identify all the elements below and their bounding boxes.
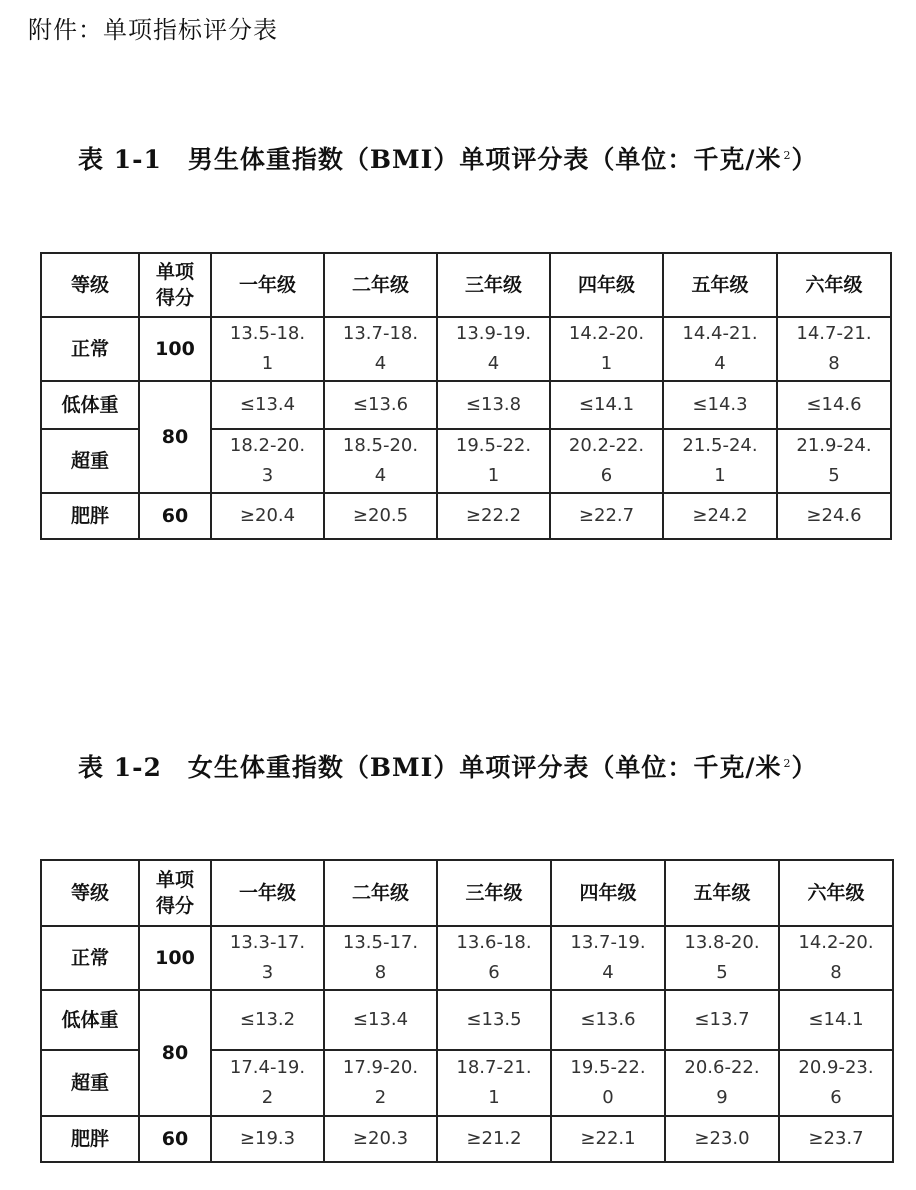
cell-overweight-grade-3 xyxy=(437,1050,551,1116)
cell-normal-grade-6 xyxy=(779,926,893,990)
cell-overweight-grade-3 xyxy=(437,429,550,493)
level-obese: 肥胖 xyxy=(41,493,139,539)
table-row-underweight xyxy=(41,990,893,1050)
cell-text-line1: 13.6-18. xyxy=(456,932,532,953)
table-row-normal xyxy=(41,317,891,381)
table1-caption-text: 表 1-1 男生体重指数（BMI）单项评分表（单位：千克/米 xyxy=(78,145,782,174)
attachment-title: 附件：单项指标评分表 xyxy=(28,16,278,44)
cell-obese-grade-2: ≥20.5 xyxy=(324,493,437,539)
header-grade-5: 五年级 xyxy=(663,253,777,317)
cell-normal-grade-2 xyxy=(324,926,437,990)
cell-overweight-grade-5 xyxy=(663,429,777,493)
cell-obese-grade-4: ≥22.1 xyxy=(551,1116,665,1162)
header-grade-4: 四年级 xyxy=(550,253,663,317)
cell-text-line2: 8 xyxy=(828,353,840,374)
cell-text-line2: 4 xyxy=(374,465,387,486)
cell-overweight-grade-2 xyxy=(324,1050,437,1116)
cell-text-line2: 1 xyxy=(600,353,613,374)
table2-caption-close: ） xyxy=(791,753,818,782)
header-level: 等级 xyxy=(41,253,139,317)
cell-overweight-grade-6 xyxy=(777,429,891,493)
cell-normal-grade-2 xyxy=(324,317,437,381)
level-overweight: 超重 xyxy=(41,429,139,493)
cell-obese-grade-5: ≥24.2 xyxy=(663,493,777,539)
cell-text-line1: 14.2-20. xyxy=(568,323,645,344)
cell-normal-grade-1 xyxy=(211,926,324,990)
cell-underweight-grade-1: ≤13.4 xyxy=(211,381,324,429)
cell-normal-grade-5 xyxy=(665,926,779,990)
cell-overweight-grade-4 xyxy=(551,1050,665,1116)
cell-overweight-grade-5 xyxy=(665,1050,779,1116)
cell-text-line1: 13.9-19. xyxy=(455,323,532,344)
cell-underweight-grade-5: ≤14.3 xyxy=(663,381,777,429)
header-grade-4: 四年级 xyxy=(551,860,665,926)
cell-overweight-grade-6 xyxy=(779,1050,893,1116)
cell-text-line2: 4 xyxy=(714,353,726,374)
cell-text-line1: 13.5-18. xyxy=(229,323,306,344)
cell-text-line1: 13.7-18. xyxy=(342,323,419,344)
cell-text-line2: 4 xyxy=(487,353,500,374)
cell-text-line1: 18.7-21. xyxy=(456,1057,532,1078)
cell-underweight-grade-2: ≤13.4 xyxy=(324,990,437,1050)
table1-male-bmi xyxy=(40,252,892,540)
table1-caption-superscript: 2 xyxy=(783,148,792,162)
cell-underweight-grade-2: ≤13.6 xyxy=(324,381,437,429)
cell-underweight-grade-4: ≤13.6 xyxy=(551,990,665,1050)
header-grade-2: 二年级 xyxy=(324,860,437,926)
header-grade-1: 一年级 xyxy=(211,860,324,926)
cell-overweight-grade-1 xyxy=(211,429,324,493)
table-row-underweight xyxy=(41,381,891,429)
table-header-row xyxy=(41,253,891,317)
cell-text-line1: 13.8-20. xyxy=(684,932,760,953)
cell-normal-grade-3 xyxy=(437,317,550,381)
score-60: 60 xyxy=(139,1116,211,1162)
cell-text-line1: 20.2-22. xyxy=(568,435,645,456)
score-80: 80 xyxy=(139,990,211,1116)
header-score-line2: 得分 xyxy=(155,287,194,309)
cell-text-line2: 1 xyxy=(488,1087,500,1108)
cell-text-line2: 9 xyxy=(716,1087,728,1108)
cell-text-line1: 21.9-24. xyxy=(796,435,872,456)
header-grade-1: 一年级 xyxy=(211,253,324,317)
cell-text-line2: 2 xyxy=(374,1087,387,1108)
cell-obese-grade-1: ≥19.3 xyxy=(211,1116,324,1162)
cell-underweight-grade-6: ≤14.1 xyxy=(779,990,893,1050)
cell-underweight-grade-1: ≤13.2 xyxy=(211,990,324,1050)
cell-normal-grade-4 xyxy=(551,926,665,990)
cell-obese-grade-3: ≥21.2 xyxy=(437,1116,551,1162)
table2-caption xyxy=(78,748,818,784)
cell-text-line1: 20.6-22. xyxy=(684,1057,760,1078)
cell-normal-grade-5 xyxy=(663,317,777,381)
cell-obese-grade-1: ≥20.4 xyxy=(211,493,324,539)
cell-text-line1: 20.9-23. xyxy=(798,1057,874,1078)
cell-text-line2: 5 xyxy=(828,465,840,486)
cell-text-line2: 2 xyxy=(261,1087,274,1108)
cell-underweight-grade-3: ≤13.5 xyxy=(437,990,551,1050)
cell-text-line1: 13.7-19. xyxy=(570,932,646,953)
cell-normal-grade-1 xyxy=(211,317,324,381)
table-header-row xyxy=(41,860,893,926)
cell-underweight-grade-6: ≤14.6 xyxy=(777,381,891,429)
table-row-obese xyxy=(41,493,891,539)
header-level: 等级 xyxy=(41,860,139,926)
header-score-line1: 单项 xyxy=(155,869,194,891)
level-normal: 正常 xyxy=(41,926,139,990)
table2-caption-superscript: 2 xyxy=(783,756,792,770)
cell-text-line1: 17.9-20. xyxy=(342,1057,419,1078)
table2-female-bmi xyxy=(40,859,894,1163)
cell-text-line2: 1 xyxy=(487,465,500,486)
cell-text-line2: 4 xyxy=(602,962,614,983)
cell-text-line1: 17.4-19. xyxy=(229,1057,306,1078)
header-grade-6: 六年级 xyxy=(779,860,893,926)
header-score xyxy=(139,253,211,317)
cell-text-line2: 3 xyxy=(261,962,274,983)
header-grade-3: 三年级 xyxy=(437,860,551,926)
cell-obese-grade-6: ≥24.6 xyxy=(777,493,891,539)
cell-text-line1: 19.5-22. xyxy=(455,435,532,456)
cell-text-line2: 1 xyxy=(714,465,726,486)
cell-normal-grade-4 xyxy=(550,317,663,381)
cell-normal-grade-3 xyxy=(437,926,551,990)
cell-normal-grade-6 xyxy=(777,317,891,381)
level-normal: 正常 xyxy=(41,317,139,381)
level-underweight: 低体重 xyxy=(41,990,139,1050)
cell-underweight-grade-4: ≤14.1 xyxy=(550,381,663,429)
score-80: 80 xyxy=(139,381,211,493)
score-100: 100 xyxy=(139,926,211,990)
cell-text-line1: 18.2-20. xyxy=(229,435,306,456)
cell-underweight-grade-3: ≤13.8 xyxy=(437,381,550,429)
table1-caption xyxy=(78,140,818,176)
cell-text-line1: 19.5-22. xyxy=(570,1057,646,1078)
cell-text-line1: 18.5-20. xyxy=(342,435,419,456)
table-row-normal xyxy=(41,926,893,990)
cell-text-line1: 13.3-17. xyxy=(229,932,306,953)
cell-obese-grade-3: ≥22.2 xyxy=(437,493,550,539)
score-60: 60 xyxy=(139,493,211,539)
cell-obese-grade-5: ≥23.0 xyxy=(665,1116,779,1162)
cell-text-line1: 14.7-21. xyxy=(796,323,872,344)
level-underweight: 低体重 xyxy=(41,381,139,429)
cell-text-line2: 4 xyxy=(374,353,387,374)
cell-text-line2: 8 xyxy=(374,962,387,983)
cell-text-line2: 0 xyxy=(602,1087,614,1108)
table-row-obese xyxy=(41,1116,893,1162)
cell-obese-grade-6: ≥23.7 xyxy=(779,1116,893,1162)
table1-caption-close: ） xyxy=(791,145,818,174)
table2-caption-text: 表 1-2 女生体重指数（BMI）单项评分表（单位：千克/米 xyxy=(78,753,782,782)
cell-text-line2: 3 xyxy=(261,465,274,486)
level-overweight: 超重 xyxy=(41,1050,139,1116)
cell-text-line2: 8 xyxy=(830,962,842,983)
cell-text-line1: 21.5-24. xyxy=(682,435,758,456)
header-score-line1: 单项 xyxy=(155,261,194,283)
header-score-line2: 得分 xyxy=(155,895,194,917)
cell-text-line1: 14.4-21. xyxy=(682,323,758,344)
cell-obese-grade-4: ≥22.7 xyxy=(550,493,663,539)
header-grade-2: 二年级 xyxy=(324,253,437,317)
cell-text-line2: 6 xyxy=(830,1087,842,1108)
cell-text-line2: 6 xyxy=(600,465,613,486)
cell-text-line2: 6 xyxy=(488,962,500,983)
cell-text-line2: 5 xyxy=(716,962,728,983)
level-obese: 肥胖 xyxy=(41,1116,139,1162)
score-100: 100 xyxy=(139,317,211,381)
cell-text-line1: 13.5-17. xyxy=(342,932,419,953)
cell-obese-grade-2: ≥20.3 xyxy=(324,1116,437,1162)
cell-overweight-grade-1 xyxy=(211,1050,324,1116)
cell-underweight-grade-5: ≤13.7 xyxy=(665,990,779,1050)
cell-overweight-grade-2 xyxy=(324,429,437,493)
header-grade-6: 六年级 xyxy=(777,253,891,317)
header-score xyxy=(139,860,211,926)
cell-text-line1: 14.2-20. xyxy=(798,932,874,953)
header-grade-3: 三年级 xyxy=(437,253,550,317)
header-grade-5: 五年级 xyxy=(665,860,779,926)
cell-text-line2: 1 xyxy=(261,353,274,374)
cell-overweight-grade-4 xyxy=(550,429,663,493)
